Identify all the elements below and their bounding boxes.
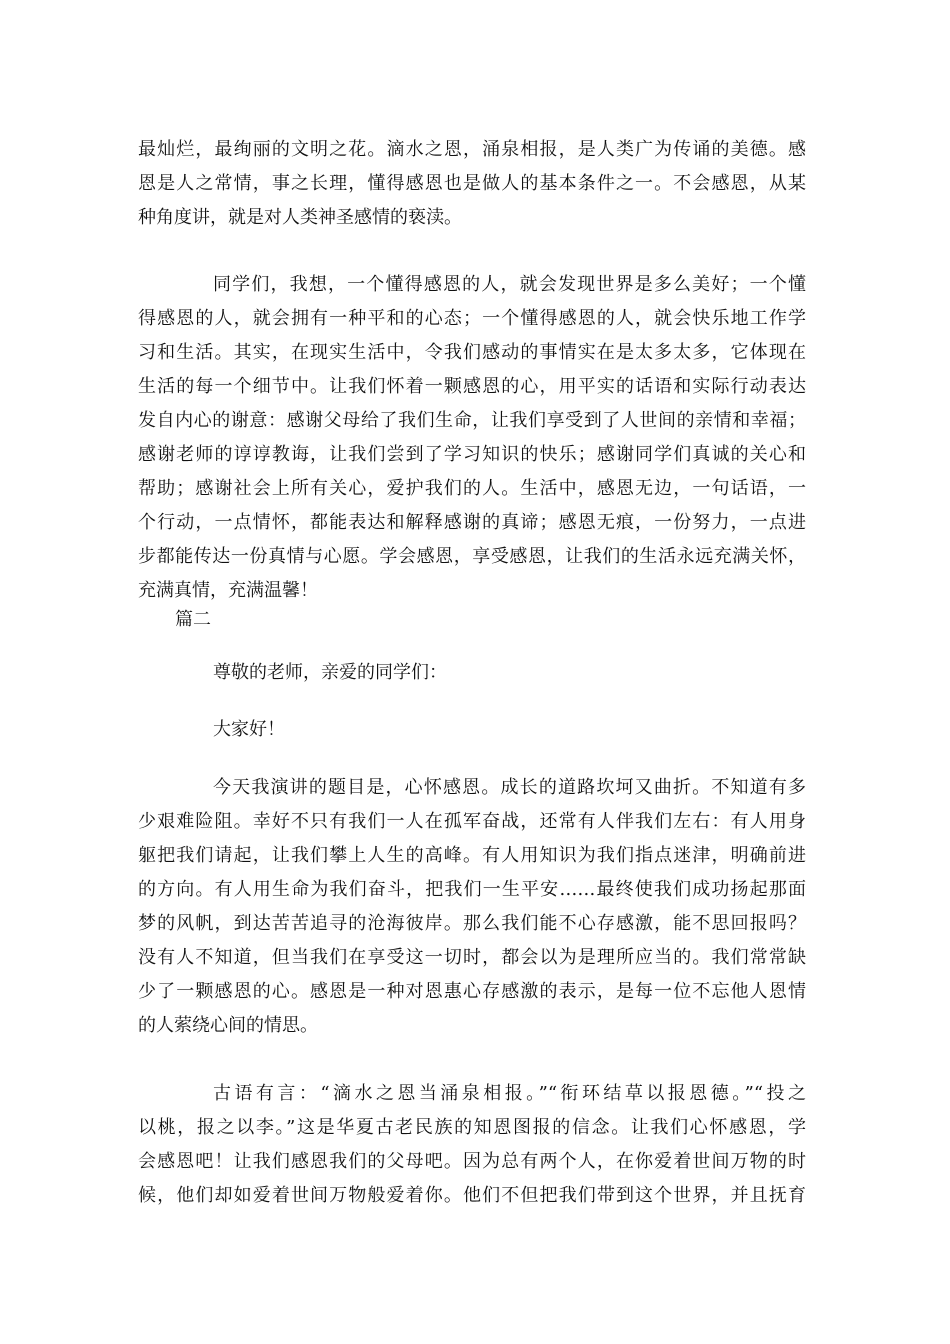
text-line: 的人萦绕心间的情思。 (138, 1015, 318, 1036)
text-line: 大家好！ (213, 719, 285, 740)
text-line: 篇二 (175, 609, 211, 630)
text-line: 古语有言：“滴水之恩当涌泉相报。”“衔环结草以报恩德。”“投之 (213, 1083, 806, 1104)
text-line: 同学们，我想，一个懂得感恩的人，就会发现世界是多么美好；一个懂 (213, 274, 806, 295)
text-line: 少艰难险阻。幸好不只有我们一人在孤军奋战，还常有人伴我们左右：有人用身 (138, 811, 806, 832)
text-line: 发自内心的谢意：感谢父母给了我们生命，让我们享受到了人世间的亲情和幸福； (138, 410, 806, 431)
text-line: 以桃，报之以李。”这是华夏古老民族的知恩图报的信念。让我们心怀感恩，学 (138, 1117, 806, 1138)
text-line: 会感恩吧！让我们感恩我们的父母吧。因为总有两个人，在你爱着世间万物的时 (138, 1151, 806, 1172)
text-line: 生活的每一个细节中。让我们怀着一颗感恩的心，用平实的话语和实际行动表达 (138, 376, 806, 397)
text-line: 梦的风帆，到达苦苦追寻的沧海彼岸。那么我们能不心存感激，能不思回报吗？ (138, 913, 806, 934)
text-line: 躯把我们请起，让我们攀上人生的高峰。有人用知识为我们指点迷津，明确前进 (138, 845, 806, 866)
text-line: 帮助；感谢社会上所有关心，爱护我们的人。生活中，感恩无边，一句话语，一 (138, 478, 806, 499)
text-line: 今天我演讲的题目是，心怀感恩。成长的道路坎坷又曲折。不知道有多 (213, 777, 806, 798)
text-line: 个行动，一点情怀，都能表达和解释感谢的真谛；感恩无痕，一份努力，一点进 (138, 512, 806, 533)
text-line: 感谢老师的谆谆教诲，让我们尝到了学习知识的快乐；感谢同学们真诚的关心和 (138, 444, 806, 465)
text-line: 候，他们却如爱着世间万物般爱着你。他们不但把我们带到这个世界，并且抚育 (138, 1185, 806, 1206)
text-line: 充满真情，充满温馨！ (138, 580, 318, 601)
text-line: 最灿烂，最绚丽的文明之花。滴水之恩，涌泉相报，是人类广为传诵的美德。感 (138, 139, 806, 160)
text-line: 得感恩的人，就会拥有一种平和的心态；一个懂得感恩的人，就会快乐地工作学 (138, 308, 806, 329)
text-line: 没有人不知道，但当我们在享受这一切时，都会以为是理所应当的。我们常常缺 (138, 947, 806, 968)
text-line: 恩是人之常情，事之长理，懂得感恩也是做人的基本条件之一。不会感恩，从某 (138, 173, 806, 194)
text-line: 尊敬的老师，亲爱的同学们： (213, 662, 447, 683)
text-line: 习和生活。其实，在现实生活中，令我们感动的事情实在是太多太多，它体现在 (138, 342, 806, 363)
text-line: 少了一颗感恩的心。感恩是一种对恩惠心存感激的表示，是每一位不忘他人恩情 (138, 981, 806, 1002)
text-line: 的方向。有人用生命为我们奋斗，把我们一生平安……最终使我们成功扬起那面 (138, 879, 806, 900)
text-line: 种角度讲，就是对人类神圣感情的亵渎。 (138, 207, 462, 228)
text-line: 步都能传达一份真情与心愿。学会感恩，享受感恩，让我们的生活永远充满关怀， (138, 546, 806, 567)
